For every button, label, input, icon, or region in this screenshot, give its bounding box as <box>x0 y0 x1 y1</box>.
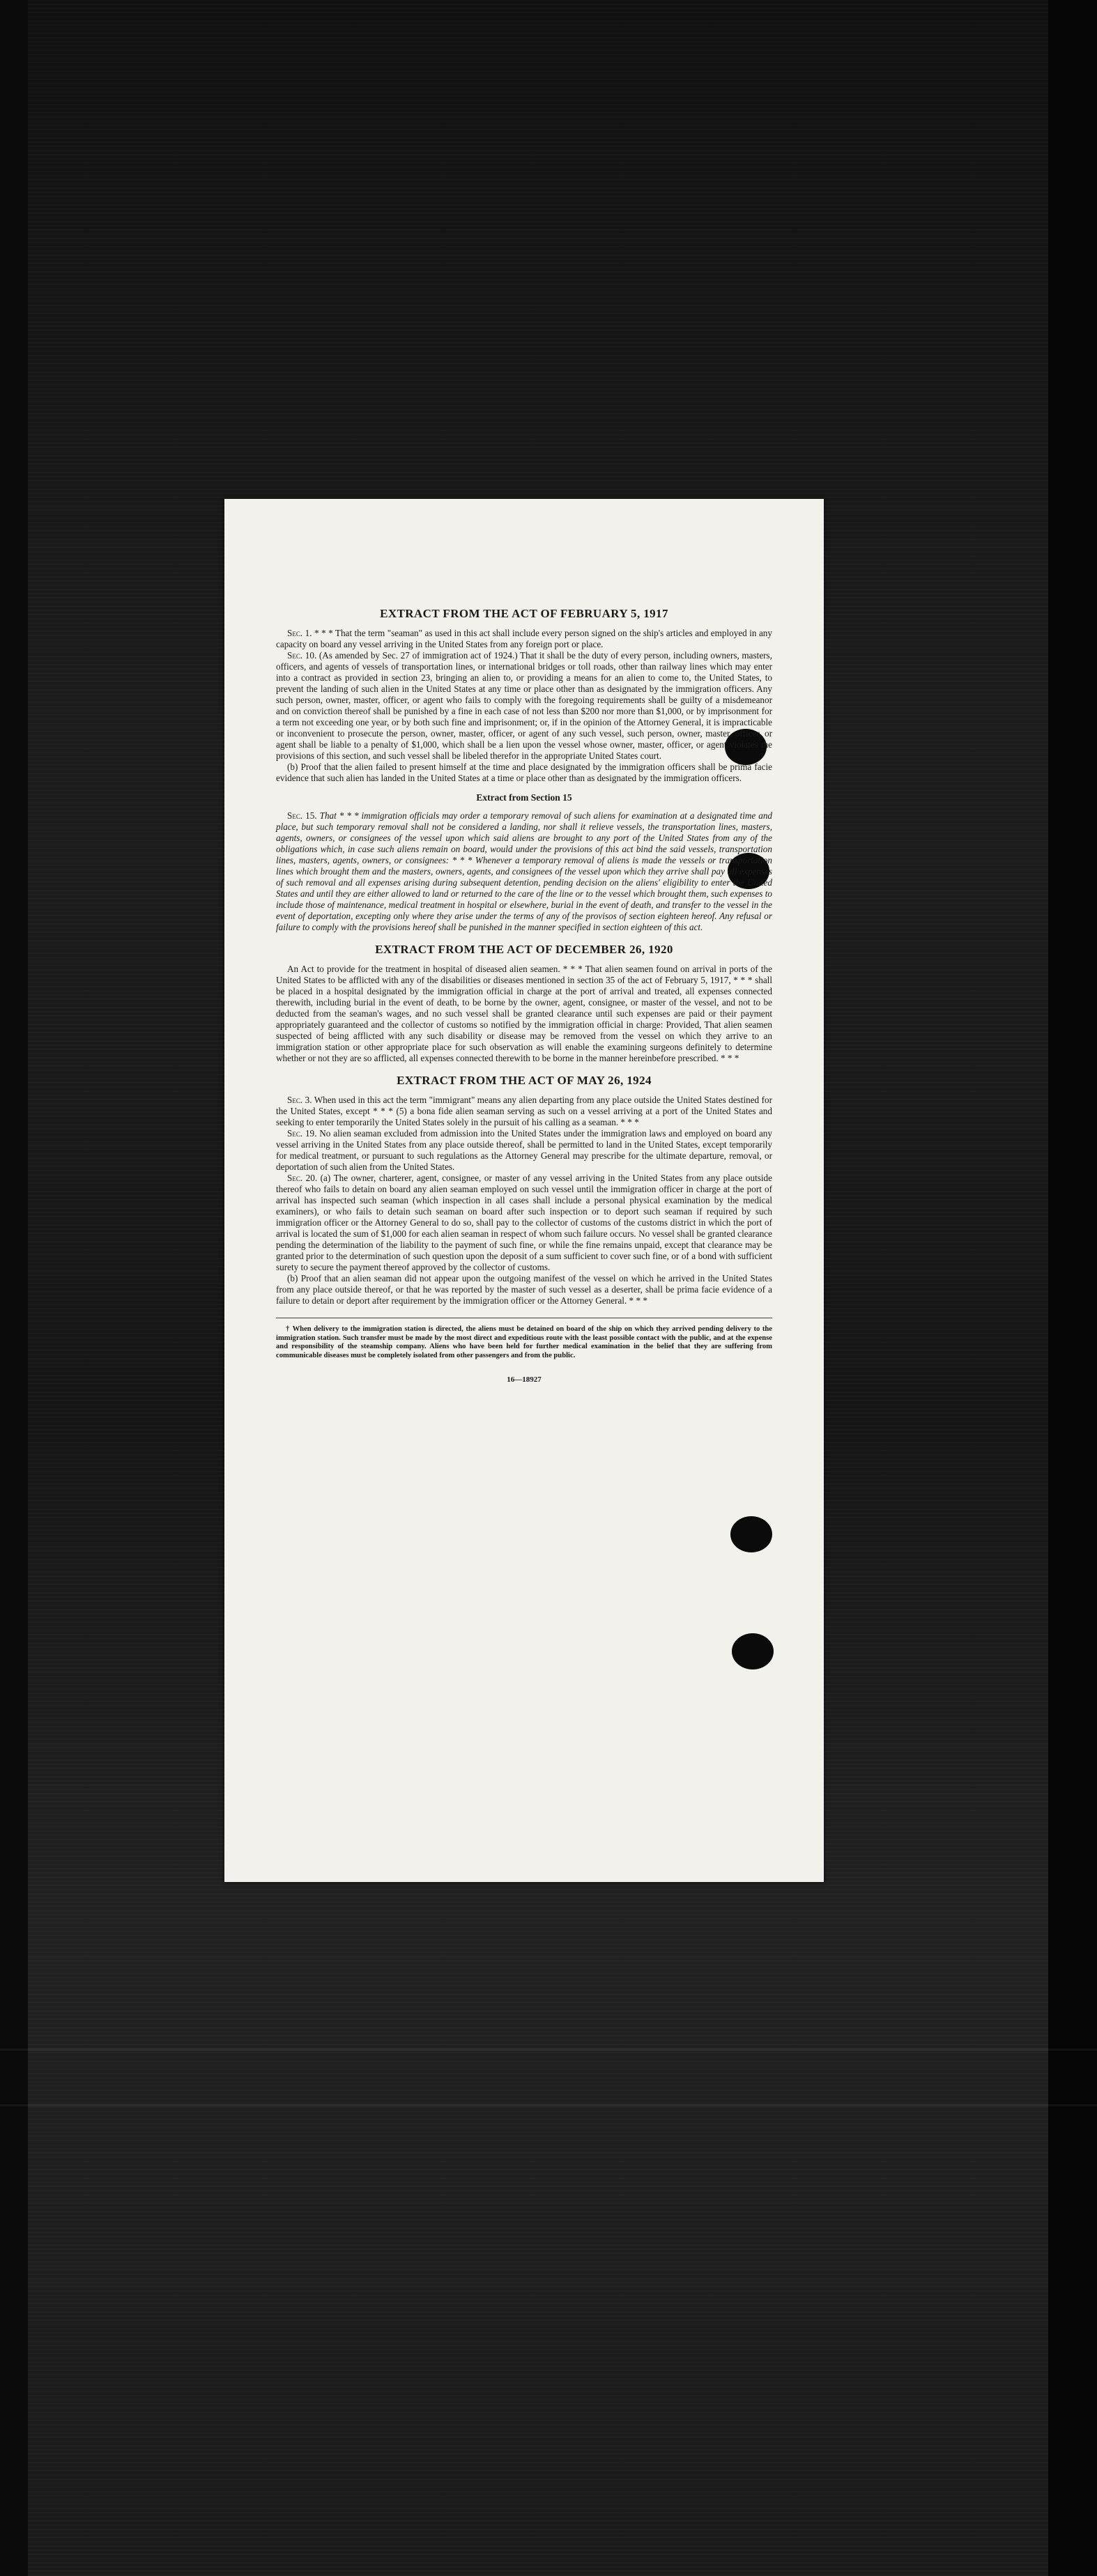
sec19-text: No alien seaman excluded from admission into the United States under the immigration laws and employed on board any vessel arriving in the United States from any place outside thereof, shall be permitted to land in the United States, except temporarily for medical treatment, or pursuant to such regulations as the Attorney General may prescribe for the ultimate departure, removal, or deportation of such alien from the United States. <box>276 1128 772 1172</box>
sec20-text: (a) The owner, charterer, agent, consignee, or master of any vessel arriving in the United States from any place outside thereof who fails to detain on board any alien seaman employed on such vessel until the immigration officer in charge at the port of arrival has inspected such seaman (which inspection in all cases shall include a personal physical examination by the medical examiners), or who fails to detain such seaman on board after such inspection or to deport such seaman if required by such immigration officer or the Attorney General to do so, shall pay to the collector of customs of the customs district in which the port of arrival is located the sum of $1,000 for each alien seaman in respect of whom such failure occurs. No vessel shall be granted clearance pending the determination of the liability to the payment of such fine, or while the fine remains unpaid, except that clearance may be granted prior to the determination of such question upon the deposit of a sum sufficient to cover such fine, or of a bond with sufficient surety to secure the payment thereof approved by the collector of customs. <box>276 1173 773 1272</box>
sec10-text: (As amended by Sec. 27 of immigration act of 1924.) That it shall be the duty of every person, including owners, masters, officers, and agents of vessels of transportation lines, or international bridges or toll roads, other than railway lines which may enter into a contract as provided in section 23, bringing an alien to, or providing a means for an alien to come to, the United States, to prevent the landing of such alien in the United States at any time or place other than as designated by the immigration officers. Any such person, owner, master, officer, or agent who fails to comply with the foregoing requirements shall be guilty of a misdemeanor and on conviction thereof shall be punished by a fine in each case of not less than $200 nor more than $1,000, or by imprisonment for a term not exceeding one year, or by both such fine and imprisonment; or, if in the opinion of the Attorney General, it is impracticable or inconvenient to prosecute the person, owner, master, officer, or agent of any such vessel, such person, owner, master, officer, or agent shall be liable to a penalty of $1,000, which shall be a lien upon the vessel whose owner, master, officer, or agent violates the provisions of this section, and such vessel shall be libeled therefor in the appropriate United States court. <box>276 650 772 761</box>
act-1924-section <box>276 1074 772 1306</box>
sec1-text: * * * That the term "seaman" as used in this act shall include every person signed on the ship's articles and employed in any capacity on board any vessel arriving in the United States from any foreign port or place. <box>276 628 772 649</box>
form-number: 16—18927 <box>507 1375 542 1384</box>
film-frame-line <box>0 2049 1097 2051</box>
document-content <box>276 607 772 1384</box>
sec19-paragraph <box>276 1128 772 1173</box>
act-1920-section <box>276 943 772 1064</box>
act-1917-title: EXTRACT FROM THE ACT OF FEBRUARY 5, 1917 <box>380 607 668 620</box>
sec10-label: Sec. 10. <box>287 650 317 661</box>
film-frame-line <box>0 2104 1097 2106</box>
sec3-paragraph <box>276 1095 772 1128</box>
sec19-label: Sec. 19. <box>287 1128 317 1139</box>
act-1924-title: EXTRACT FROM THE ACT OF MAY 26, 1924 <box>397 1074 652 1087</box>
sec15-label: Sec. 15. <box>287 810 317 821</box>
footnote: † When delivery to the immigration station is directed, the aliens must be detained on board of the ship on which they arrived pending delivery to the immigration station. Such transfer must be made by the most direct and expeditious route with the least possible contact with the public, and at the expense and responsibility of the steamship company. Aliens who have been held for further medical examination in the belief that they are suffering from communicable diseases must be completely isolated from other passengers and from the public. <box>276 1325 772 1359</box>
sec20-paragraph <box>276 1173 772 1273</box>
act-1920-text: An Act to provide for the treatment in hospital of diseased alien seamen. * * * That alien seamen found on arrival in ports of the United States to be afflicted with any of the disabilities or diseases mentioned in section 35 of the act of February 5, 1917, * * * shall be placed in a hospital designated by the immigration official in charge at the port of arrival and treated, all expenses connected therewith, including burial in the event of death, to be borne by the owner, agent, consignee, or master of the vessel, and not to be deducted from the seaman's wages, and no such vessel shall be granted clearance until such expenses are paid or their payment appropriately guaranteed and the collector of customs so notified by the immigration official in charge: Provided, That alien seamen suspected of being afflicted with any such disability or disease may be removed from the vessel on which they arrive to an immigration station or other appropriate place for such observation as will enable the examining surgeons definitely to determine whether or not they are so afflicted, all expenses connected therewith to be borne in the manner hereinbefore prescribed. * * * <box>276 964 772 1063</box>
sec1-paragraph <box>276 628 772 650</box>
film-edge-left <box>0 0 28 2576</box>
sec20-b-paragraph: (b) Proof that an alien seaman did not appear upon the outgoing manifest of the vessel on which he arrived in the United States from any place outside thereof, or that he was reported by the master of such vessel as a deserter, shall be prima facie evidence of a failure to detain or deport after requirement by the immigration officer or the Attorney General. * * * <box>276 1273 772 1306</box>
act-1920-title: EXTRACT FROM THE ACT OF DECEMBER 26, 1920 <box>375 943 673 956</box>
sec3-label: Sec. 3. <box>287 1095 312 1105</box>
punch-hole <box>732 1633 774 1669</box>
punch-hole <box>730 1516 772 1552</box>
sec1-label: Sec. 1. <box>287 628 312 638</box>
sec10-paragraph <box>276 650 772 762</box>
section-15-subtitle: Extract from Section 15 <box>476 792 572 803</box>
sec10-b-paragraph: (b) Proof that the alien failed to present himself at the time and place designated by the immigration officers shall be prima facie evidence that such alien has landed in the United States at a time or place other than as designated by the immigration officers. <box>276 762 772 783</box>
document-page <box>224 499 824 1882</box>
film-edge-right <box>1048 0 1097 2576</box>
act-1917-section <box>276 607 772 933</box>
sec15-text: That * * * immigration officials may order a temporary removal of such aliens for examination at a designated time and place, but such temporary removal shall not be considered a landing, nor shall it relieve vessels, the transportation lines, masters, agents, owners, or consignees of the vessel upon which said aliens are brought to any port of the United States from any of the obligations which, in case such aliens remain on board, would under the provisions of this act bind the said vessels, transportation lines, masters, agents, owners, or consignees: * * * Whenever a temporary removal of aliens is made the vessels or transportation lines which brought them and the masters, owners, agents, and consignees of the vessel upon which they arrive shall pay all expenses of such removal and all expenses arising during subsequent detention, pending decision on the aliens' eligibility to enter the United States and until they are either allowed to land or returned to the care of the line or to the vessel which brought them, such expenses to include those of maintenance, medical treatment in hospital or elsewhere, burial in the event of death, and transfer to the vessel in the event of deportation, excepting only where they arise under the terms of any of the provisos of section eighteen hereof. Any refusal or failure to comply with the provisions hereof shall be punished in the manner specified in section eighteen of this act. <box>276 810 773 932</box>
sec15-paragraph <box>276 810 772 933</box>
sec20-label: Sec. 20. <box>287 1173 318 1183</box>
sec3-text: When used in this act the term "immigrant" means any alien departing from any place outside the United States destined for the United States, except * * * (5) a bona fide alien seaman serving as such on a vessel arriving at a port of the United States and seeking to enter temporarily the United States solely in the pursuit of his calling as a seaman. * * * <box>276 1095 772 1127</box>
